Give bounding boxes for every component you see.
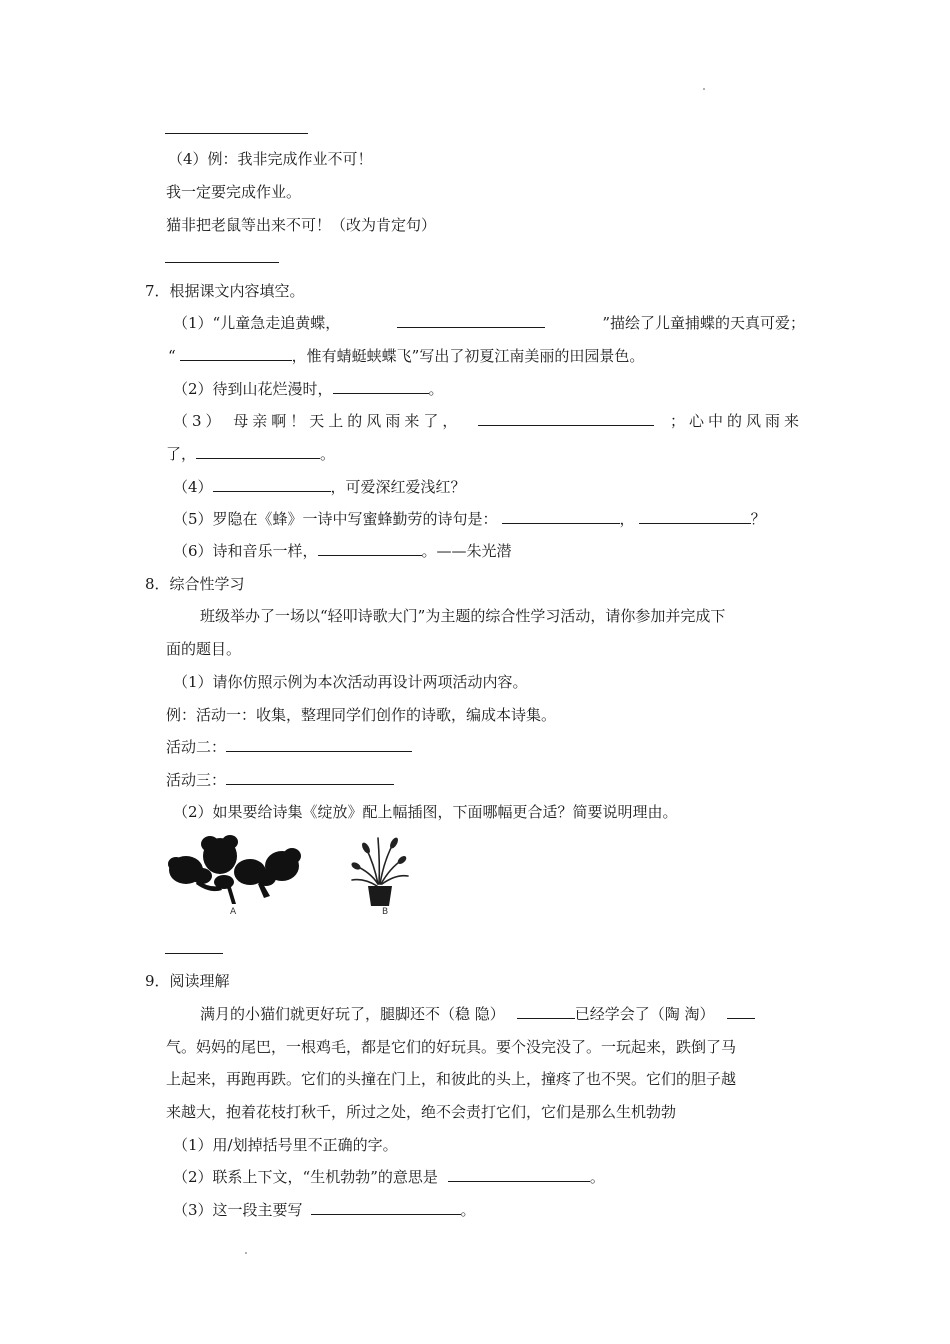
q7-item4-text-b: ，可爱深红爱浅红？ <box>330 478 466 496</box>
q7-item1-text-d: ，惟有蜻蜓蛱蝶飞”写出了初夏江南美丽的田园景色。 <box>291 347 645 365</box>
q7-item6-text-b: 。——朱光潜 <box>421 542 512 560</box>
q8-activity3-label: 活动三： <box>166 771 227 789</box>
q7-item1-text-b: ”描绘了儿童捕蝶的天真可爱； <box>602 314 805 332</box>
q9-blank-tao[interactable] <box>727 1004 755 1019</box>
q9-sub3 <box>173 1200 476 1220</box>
q7-item3-line2 <box>166 444 335 464</box>
q7-item3-blank2[interactable] <box>196 444 320 459</box>
q7-item5-text-b: ， <box>619 510 635 528</box>
scan-dot <box>703 88 705 90</box>
q7-item5-text-c: ？ <box>750 510 766 528</box>
q7-title: 7．根据课文内容填空。 <box>145 282 305 300</box>
answer-line-q8-2[interactable] <box>165 953 223 954</box>
q9-sub1: （1）用/划掉括号里不正确的字。 <box>173 1136 398 1154</box>
q7-item6-text-a: （6）诗和音乐一样， <box>173 542 318 560</box>
q9-sub3-text-a: （3）这一段主要写 <box>173 1201 303 1219</box>
q7-item1-text-a: （1）“儿童急走追黄蝶， <box>173 314 341 332</box>
q7-item1-line2 <box>168 346 644 366</box>
q9-sub2-blank[interactable] <box>448 1167 590 1182</box>
scan-dot <box>245 1252 247 1254</box>
q6-item4-prompt: 猫非把老鼠等出来不可！（改为肯定句） <box>166 216 437 234</box>
q7-item3-text-c: 了， <box>166 445 197 463</box>
q9-sub3-blank[interactable] <box>311 1200 461 1215</box>
q7-item5-blank1[interactable] <box>502 509 620 524</box>
q7-item5-blank2[interactable] <box>639 509 751 524</box>
q7-item3-text-a: （3） 母亲啊！天上的风雨来了， <box>173 412 462 430</box>
q8-intro-line2: 面的题目。 <box>166 640 242 658</box>
q8-activity2-blank[interactable] <box>226 737 412 752</box>
q7-item2-text-a: （2）待到山花烂漫时， <box>173 380 333 398</box>
illustration-b-potted-plant <box>344 834 414 910</box>
q7-item2-blank[interactable] <box>333 379 429 394</box>
q8-title: 8．综合性学习 <box>145 575 245 593</box>
q8-intro-line1: 班级举办了一场以“轻叩诗歌大门”为主题的综合性学习活动，请你参加并完成下 <box>200 607 726 625</box>
q9-sub2-text-a: （2）联系上下文，“生机勃勃”的意思是 <box>173 1168 438 1186</box>
q9-passage-line4: 来越大，抱着花枝打秋千，所过之处，绝不会责打它们，它们是那么生机勃勃 <box>166 1103 677 1121</box>
q9-passage-line3: 上起来，再跑再跌。它们的头撞在门上，和彼此的头上，撞疼了也不哭。它们的胆子越 <box>166 1070 737 1088</box>
q6-item4-example: 我一定要完成作业。 <box>166 183 302 201</box>
q6-item4-label: （4）例：我非完成作业不可！ <box>168 150 373 168</box>
q9-blank-wen[interactable] <box>517 1004 575 1019</box>
q7-item5 <box>173 509 766 529</box>
q8-activity3 <box>166 770 394 790</box>
answer-line-q6-4[interactable] <box>165 262 279 263</box>
answer-line-q6-3[interactable] <box>165 133 308 134</box>
q7-item1-blank2[interactable] <box>180 346 292 361</box>
q8-part2: （2）如果要给诗集《绽放》配上幅插图，下面哪幅更合适？简要说明理由。 <box>173 803 678 821</box>
q7-item2-text-b: 。 <box>428 380 444 398</box>
illustration-a-label: A <box>230 907 237 917</box>
q8-part1: （1）请你仿照示例为本次活动再设计两项活动内容。 <box>173 673 528 691</box>
q7-item3-blank1[interactable] <box>478 411 654 426</box>
q9-sub3-text-b: 。 <box>460 1201 476 1219</box>
q7-item4-text-a: （4） <box>173 478 213 496</box>
q8-activity2-label: 活动二： <box>166 738 227 756</box>
q7-item3-text-b: ；心中的风雨来 <box>669 412 803 430</box>
q9-title: 9．阅读理解 <box>145 972 230 990</box>
q9-passage-line2: 气。妈妈的尾巴，一根鸡毛，都是它们的好玩具。要个没完没了。一玩起来，跌倒了马 <box>166 1038 737 1056</box>
q7-item6 <box>173 541 512 561</box>
q7-item4 <box>173 477 466 497</box>
q7-item6-blank[interactable] <box>318 541 422 556</box>
q7-item1-blank1[interactable] <box>397 313 545 328</box>
q8-example: 例：活动一：收集，整理同学们创作的诗歌，编成本诗集。 <box>166 706 557 724</box>
q9-passage-line1 <box>200 1004 755 1024</box>
q8-activity3-blank[interactable] <box>226 770 394 785</box>
q7-item2 <box>173 379 444 399</box>
q9-passage-text-1a: 满月的小猫们就更好玩了，腿脚还不（稳 隐） <box>200 1005 505 1023</box>
q7-item1-text-c: “ <box>168 347 176 365</box>
q7-item5-text-a: （5）罗隐在《蜂》一诗中写蜜蜂勤劳的诗句是： <box>173 510 498 528</box>
illustration-b-label: B <box>382 907 389 917</box>
q7-item3-line1 <box>173 411 803 431</box>
q7-item3-text-d: 。 <box>320 445 336 463</box>
q8-activity2 <box>166 737 412 757</box>
q9-passage-text-1b: 已经学会了（陶 淘） <box>574 1005 715 1023</box>
q9-sub2 <box>173 1167 605 1187</box>
illustration-a-flowers <box>166 834 302 914</box>
q7-item4-blank[interactable] <box>213 477 331 492</box>
q7-item1-line1 <box>173 313 805 333</box>
q9-sub2-text-b: 。 <box>589 1168 605 1186</box>
